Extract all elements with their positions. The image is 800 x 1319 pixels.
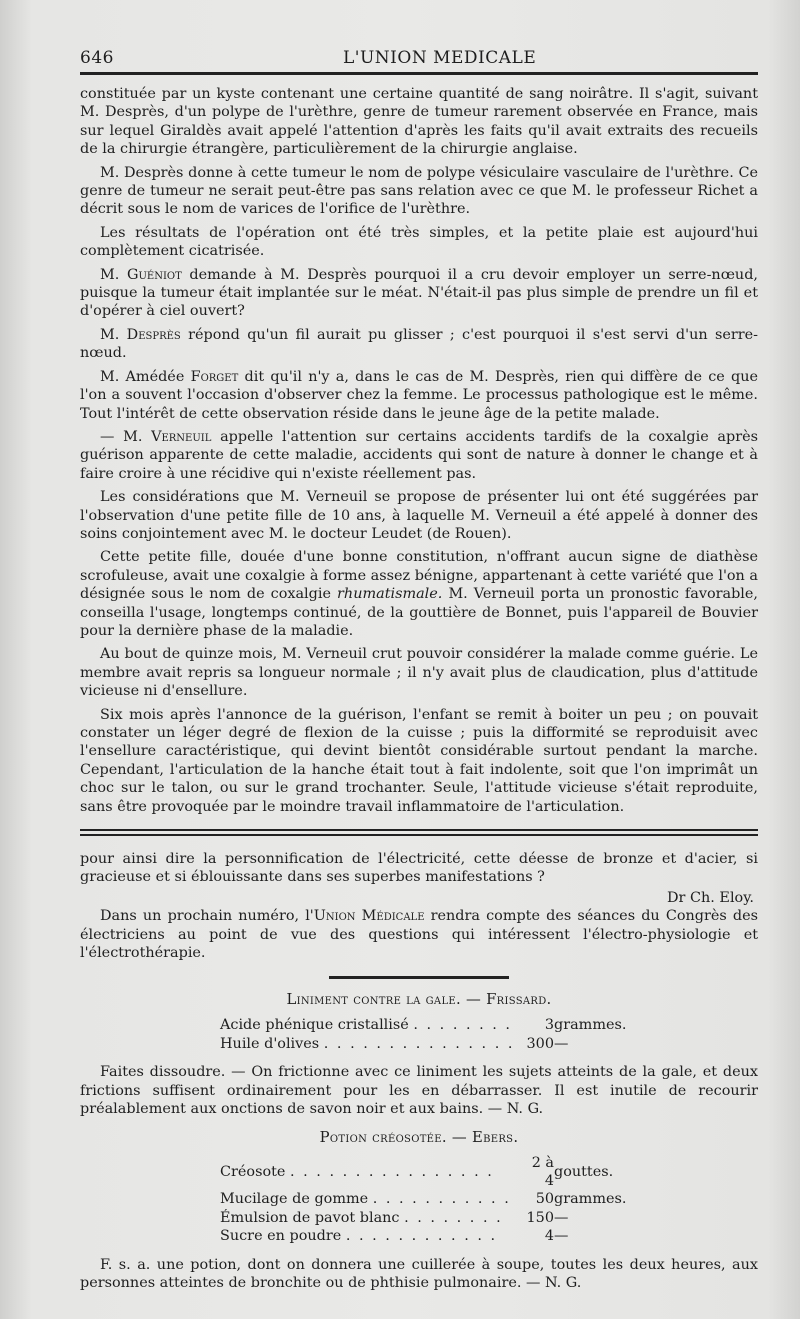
unit: — xyxy=(554,1209,569,1226)
quantity: 2 à 4 xyxy=(531,1154,554,1189)
paragraph: Les résultats de l'opération ont été très simples, et la petite plaie est aujourd'hui complètement cicatrisée. xyxy=(80,224,758,260)
paragraph-despres xyxy=(80,326,758,363)
speaker-name: Verneuil xyxy=(151,428,212,445)
recipe-instructions: F. s. a. une potion, dont on donnera une cuillerée à soupe, toutes les deux heures, aux personnes atteintes de bronchite ou de phthisie pulmonaire. — N. G. xyxy=(80,1256,758,1291)
speaker-name: Desprès xyxy=(126,326,181,343)
header-rule xyxy=(80,72,758,75)
ingredient-row xyxy=(220,1035,626,1053)
ingredient-table xyxy=(220,1154,626,1246)
ingredient-cell xyxy=(220,1016,520,1034)
recipe-instructions: Faites dissoudre. — On frictionne avec ce liniment les sujets atteints de la gale, et deux frictions suffisent ordinairement pour les en débarrasser. Il est inutile de recourir préalablement aux onctions de savon noir et aux bains. — N. G. xyxy=(80,1064,758,1118)
leader-dots: . . . . . . . . . . . . xyxy=(345,1228,498,1245)
text-run: dit qu'il n'y a, dans le cas de M. Desprès, rien qui diffère de ce que l'on a souvent l'occasion d'observer chez la femme. Le processus pathologique est le même. Tout l'intérêt de cette observation réside dans le jeune âge de la petite malade. xyxy=(80,368,759,422)
ingredient-row xyxy=(220,1016,626,1034)
paragraph: M. Desprès donne à cette tumeur le nom de polype vésiculaire vasculaire de l'urèthre. Ce genre de tumeur ne serait peut-être pas sans relation avec ce que M. le professeur Richet a décrit sous le nom de varices de l'orifice de l'urèthre. xyxy=(80,164,758,218)
quantity: 50 xyxy=(535,1191,554,1208)
paragraph: constituée par un kyste contenant une certaine quantité de sang noirâtre. Il s'agit, suivant M. Desprès, d'un polype de l'urèthre, genre de tumeur rarement observée en France, mais sur lequel Giraldès avait appelé l'attention d'après les faits qu'il avait extraits des recueils de la chirurgie étrangère, particulièrement de la chirurgie anglaise. xyxy=(80,86,758,158)
ingredient-name: Acide phénique cristallisé xyxy=(220,1017,409,1034)
ingredient-cell xyxy=(220,1227,520,1245)
ingredient-name: Créosote xyxy=(220,1163,286,1180)
ingredient-row xyxy=(220,1227,626,1245)
speaker-name: Forget xyxy=(190,368,239,385)
text-run: Cette petite fille, douée d'une bonne constitution, n'offrant aucun signe de diathèse scrofuleuse, avait une coxalgie à forme assez bénigne, appartenant à cette variété que l'on a désignée sous le nom de coxalgie xyxy=(80,549,758,603)
ingredient-name: Sucre en poudre xyxy=(220,1228,342,1245)
page-number: 646 xyxy=(80,48,114,68)
unit: grammes. xyxy=(554,1191,627,1208)
ingredient-cell xyxy=(220,1035,520,1053)
paragraph: pour ainsi dire la personnification de l'électricité, cette déesse de bronze et d'acier, si gracieuse et si éblouissante dans ses superbes manifestations ? xyxy=(80,851,758,886)
leader-dots: . . . . . . . . . . . xyxy=(372,1191,511,1208)
recipe-liniment xyxy=(80,991,758,1118)
section-double-rule xyxy=(80,829,758,836)
paragraph-forget xyxy=(80,368,758,423)
ingredient-name: Émulsion de pavot blanc xyxy=(220,1209,400,1226)
author-signature: Dr Ch. Eloy. xyxy=(667,889,754,906)
quantity: 150 xyxy=(526,1209,554,1226)
quantity: 3 xyxy=(544,1017,554,1034)
ingredient-row xyxy=(220,1154,626,1191)
leader-dots: . . . . . . . . xyxy=(413,1017,512,1034)
text-run: rendra compte des séances du Congrès des électriciens au point de vue des questions qui intéressent l'électro-physiologie et l'électrothérapie. xyxy=(80,908,759,962)
quantity: 4 xyxy=(544,1228,554,1245)
paragraph-coxalgie xyxy=(80,548,758,640)
ingredient-table xyxy=(220,1016,626,1053)
leader-dots: . . . . . . . . . . . . . . . xyxy=(323,1035,515,1052)
running-title: L'UNION MEDICALE xyxy=(343,48,537,68)
feuilleton-continuation xyxy=(80,850,758,962)
unit: — xyxy=(554,1228,569,1245)
speaker-name: Guéniot xyxy=(126,266,182,283)
ingredient-name: Mucilage de gomme xyxy=(220,1191,369,1208)
text-run: appelle l'attention sur certains accidents tardifs de la coxalgie après guérison apparente de cette maladie, accidents qui sont de nature à donner le change et à faire croire à une récidive qui n'existe réellement pas. xyxy=(80,428,758,482)
ingredient-row xyxy=(220,1190,626,1208)
society-report xyxy=(80,85,758,816)
paragraph: Six mois après l'annonce de la guérison, l'enfant se remit à boiter un peu ; on pouvait constater un léger degré de flexion de la cuisse ; puis la difformité se reproduisit avec l'ensellure caractéristique, qui devint bientôt considérable surtout pendant la marche. Cependant, l'articulation de la hanche était tout à fait indolente, soit que l'on imprimât un choc sur le talon, ou sur le grand trochanter. Seule, l'attitude vicieuse s'était reproduite, sans être provoquée par le moindre travail inflammatoire de l'articulation. xyxy=(80,706,758,815)
notice-paragraph xyxy=(80,907,758,962)
unit: gouttes. xyxy=(554,1163,614,1180)
paragraph: Au bout de quinze mois, M. Verneuil crut pouvoir considérer la malade comme guérie. Le membre avait repris sa longueur normale ; il n'y avait plus de claudication, plus d'attitude vicieuse ni d'ensellure. xyxy=(80,646,758,700)
ingredient-cell xyxy=(220,1209,520,1227)
italic-term: rhumatismale. xyxy=(337,586,443,603)
paragraph-verneuil xyxy=(80,428,758,483)
text-run: M. Verneuil porta un pronostic favorable, conseilla l'usage, longtemps continué, de la gouttière de Bonnet, puis l'appareil de Bouvier pour la dernière phase de la maladie. xyxy=(80,586,758,639)
short-rule xyxy=(329,976,509,979)
recipe-potion xyxy=(80,1129,758,1293)
journal-name: Union Médicale xyxy=(313,908,425,925)
ingredient-row xyxy=(220,1209,626,1227)
text-run: M. xyxy=(100,326,127,343)
ingredient-name: Huile d'olives xyxy=(220,1035,320,1052)
text-run: M. xyxy=(100,266,127,283)
page-header xyxy=(80,38,758,68)
text-run: — M. xyxy=(100,428,152,445)
leader-dots: . . . . . . . . xyxy=(404,1209,503,1226)
text-run: répond qu'un fil aurait pu glisser ; c'est pourquoi il s'est servi d'un serre-nœud. xyxy=(80,326,758,362)
paragraph-gueniot xyxy=(80,266,758,321)
text-run: M. Amédée xyxy=(100,368,191,385)
recipe-title: Liniment contre la gale. — Frissard. xyxy=(286,991,552,1009)
leader-dots: . . . . . . . . . . . . . . . . xyxy=(290,1163,494,1180)
ingredient-cell xyxy=(220,1190,520,1208)
quantity: 300 xyxy=(526,1035,554,1052)
text-run: Dans un prochain numéro, l' xyxy=(100,908,314,925)
paragraph: Les considérations que M. Verneuil se propose de présenter lui ont été suggérées par l'observation d'une petite fille de 10 ans, à laquelle M. Verneuil a été appelé à donner des soins conjointement avec M. le docteur Leudet (de Rouen). xyxy=(80,489,758,542)
text-run: demande à M. Desprès pourquoi il a cru devoir employer un serre-nœud, puisque la tumeur était implantée sur le méat. N'était-il pas plus simple de prendre un fil et d'opérer à ciel ouvert? xyxy=(80,266,758,320)
ingredient-cell xyxy=(220,1154,520,1191)
unit: — xyxy=(554,1035,569,1052)
unit: grammes. xyxy=(554,1017,627,1034)
recipe-title: Potion créosotée. — Ebers. xyxy=(319,1128,519,1146)
